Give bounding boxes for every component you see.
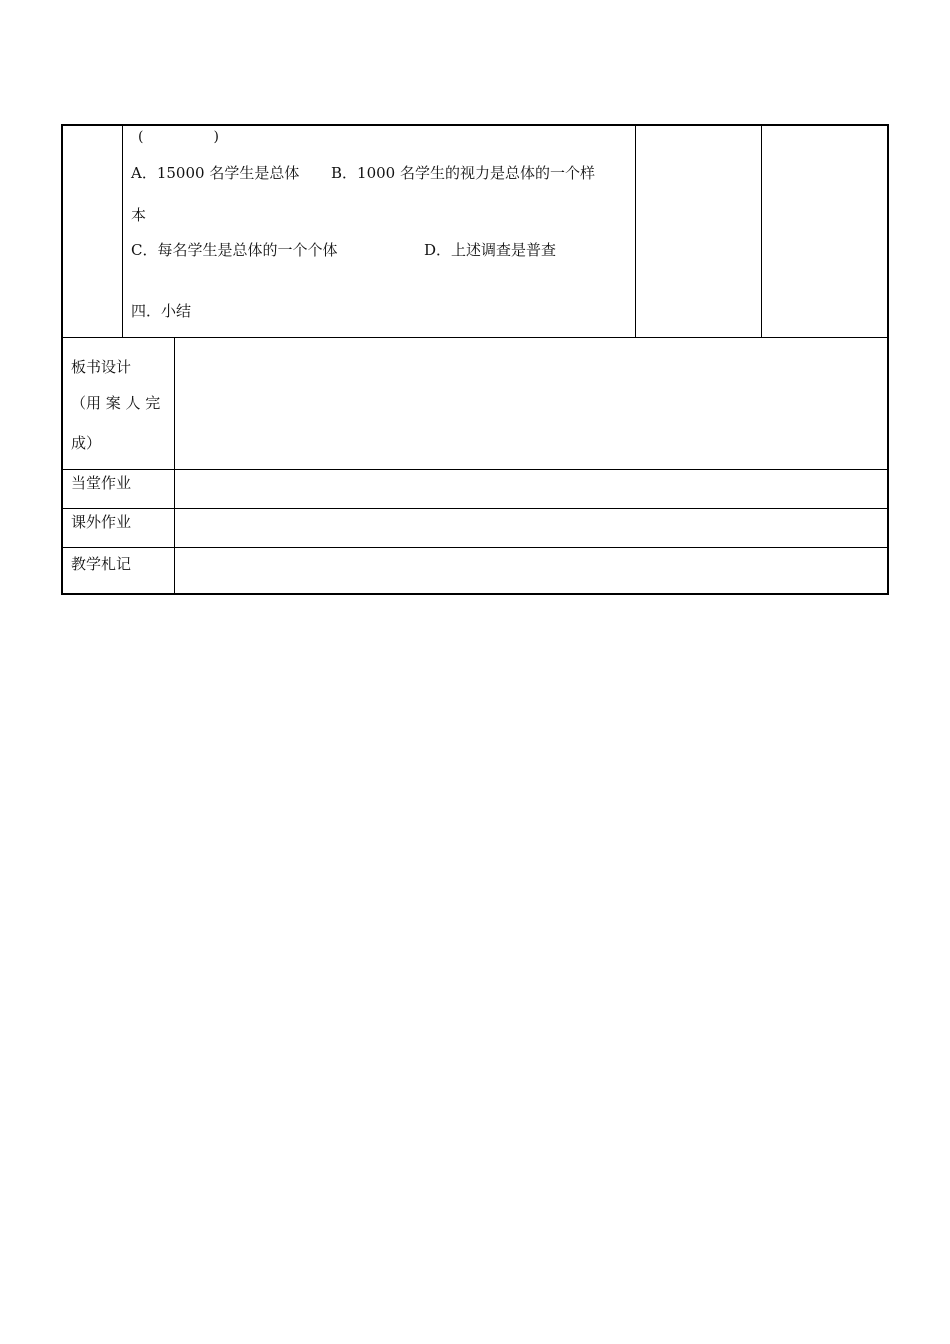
board-design-content-cell — [175, 338, 887, 469]
col-divider-2 — [635, 124, 636, 337]
option-b: B．1000 名学生的视力是总体的一个样 — [331, 164, 595, 182]
table-border-left — [61, 124, 63, 595]
col-divider-1 — [122, 124, 123, 337]
table-border-bottom — [61, 593, 889, 595]
board-design-label-line2: （用 案 人 完 — [71, 394, 161, 412]
option-b-continued: 本 — [131, 206, 147, 224]
teaching-notes-label: 教学札记 — [71, 555, 132, 573]
class-homework-content-cell — [175, 470, 887, 508]
board-design-label-line1: 板书设计 — [71, 358, 132, 376]
answer-paren: ( ) — [138, 129, 219, 145]
class-homework-label: 当堂作业 — [71, 474, 132, 492]
extra-homework-label: 课外作业 — [71, 513, 132, 531]
table-border-right — [887, 124, 889, 595]
extra-homework-content-cell — [175, 509, 887, 547]
teaching-notes-content-cell — [175, 548, 887, 593]
option-a: A．15000 名学生是总体 — [131, 164, 300, 182]
board-design-label-line3: 成） — [71, 434, 102, 452]
option-d: D．上述调查是普查 — [424, 241, 557, 259]
option-c: C．每名学生是总体的一个个体 — [131, 241, 338, 259]
summary-heading: 四．小结 — [131, 302, 192, 320]
col-divider-3 — [761, 124, 762, 337]
table-border-top — [61, 124, 889, 126]
